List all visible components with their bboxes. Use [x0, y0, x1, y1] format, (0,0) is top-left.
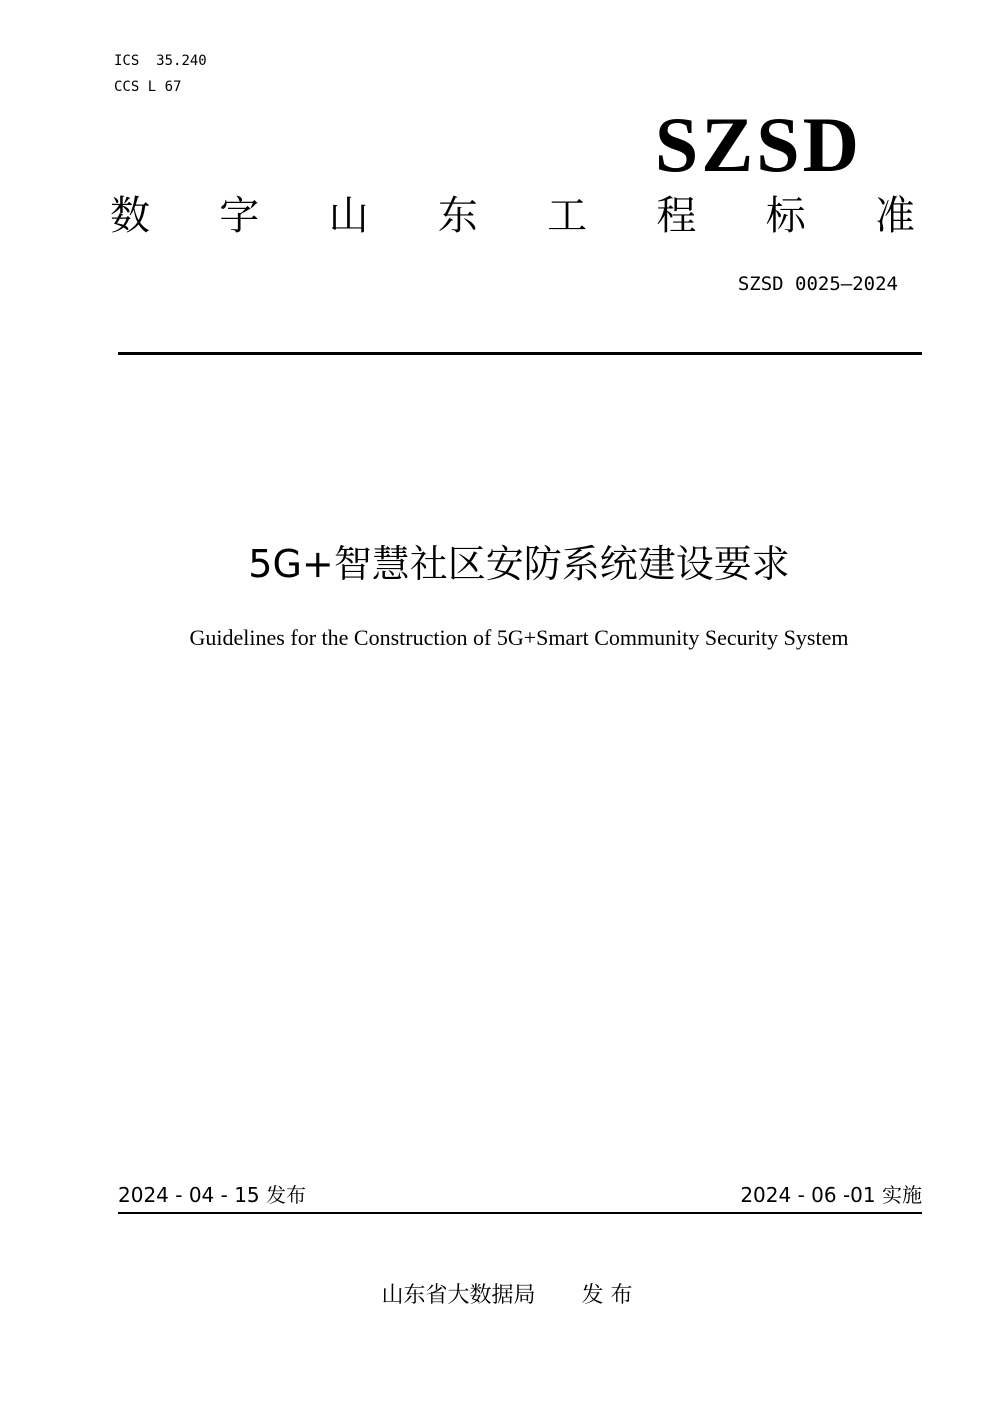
publisher-action: 发 布: [581, 1283, 633, 1308]
standard-type-char: 工: [547, 193, 588, 239]
ics-row: [114, 48, 207, 74]
publisher-line: [0, 1280, 992, 1312]
ics-code: 35.240: [156, 53, 207, 69]
standard-type-heading: [110, 188, 915, 244]
standard-type-char: 山: [328, 193, 369, 239]
standard-type-char: 数: [110, 193, 150, 239]
issue-date: 2024 - 04 - 15 发布: [118, 1183, 307, 1207]
brand-logo-text: SZSD: [654, 101, 862, 188]
standard-type-char: 标: [765, 193, 806, 239]
standard-type-char: 程: [656, 193, 697, 239]
standard-type-char: 准: [874, 193, 915, 239]
ccs-code: L 67: [147, 79, 182, 95]
document-title-english: Guidelines for the Construction of 5G+Smart Community Security System: [189, 625, 849, 650]
footer-divider: [118, 1212, 922, 1214]
classification-codes: [114, 48, 207, 100]
standard-number: SZSD 0025—2024: [737, 273, 898, 295]
standard-type-char: 东: [437, 193, 478, 239]
ccs-label: CCS: [114, 79, 140, 95]
ccs-row: [114, 74, 207, 100]
effective-date: 2024 - 06 -01 实施: [740, 1183, 922, 1207]
header-divider: [118, 352, 922, 355]
ics-label: ICS: [114, 53, 140, 69]
document-title-chinese: 5G+智慧社区安防系统建设要求: [248, 542, 790, 586]
publisher-organization: 山东省大数据局: [381, 1283, 536, 1308]
standard-type-char: 字: [219, 193, 260, 239]
